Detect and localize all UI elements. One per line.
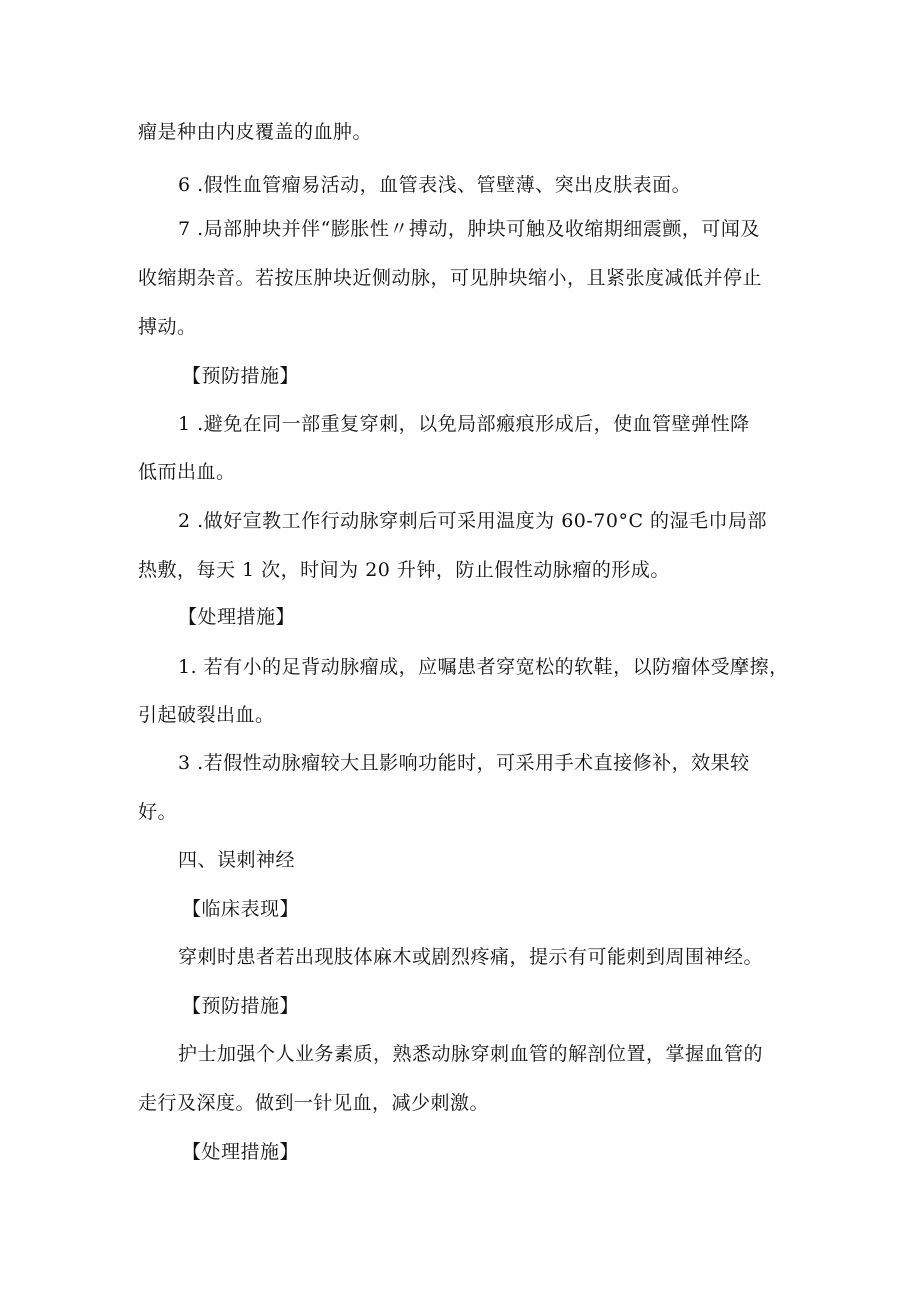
body-text-line: 护士加强个人业务素质，熟悉动脉穿刺血管的解剖位置，掌握血管的 xyxy=(178,1043,764,1065)
list-item-2: 2 .做好宣教工作行动脉穿刺后可采用温度为 60-70°C 的湿毛巾局部 xyxy=(178,510,768,532)
body-text-line: 走行及深度。做到一针见血，减少刺激。 xyxy=(138,1092,490,1114)
body-text-line: 收缩期杂音。若按压肿块近侧动脉，可见肿块缩小，且紧张度减低并停止 xyxy=(138,267,763,289)
body-text-line: 搏动。 xyxy=(138,316,197,338)
list-item-1: 1 .避免在同一部重复穿刺，以免局部瘢痕形成后，使血管壁弹性降 xyxy=(178,413,750,435)
body-text-line: 瘤是种由内皮覆盖的血肿。 xyxy=(138,121,373,143)
section-heading-prevention: 【预防措施】 xyxy=(182,365,300,387)
body-text-line: 热敷，每天 1 次，时间为 20 升钟，防止假性动脉瘤的形成。 xyxy=(138,559,670,581)
section-heading-treatment: 【处理措施】 xyxy=(178,606,296,628)
list-item-6: 6 .假性血管瘤易活动，血管表浅、管壁薄、突出皮肤表面。 xyxy=(178,174,692,196)
body-text-line: 低而出血。 xyxy=(138,461,236,483)
list-item-1: 1. 若有小的足背动脉瘤成，应嘱患者穿宽松的软鞋，以防瘤体受摩擦， xyxy=(178,656,789,678)
chapter-heading-nerve-puncture: 四、误刺神经 xyxy=(178,849,296,871)
body-text-line: 穿刺时患者若出现肢体麻木或剧烈疼痛，提示有可能刺到周围神经。 xyxy=(178,946,764,968)
body-text-line: 引起破裂出血。 xyxy=(138,704,275,726)
list-item-3: 3 .若假性动脉瘤较大且影响功能时，可采用手术直接修补，效果较 xyxy=(178,752,750,774)
section-heading-prevention: 【预防措施】 xyxy=(182,995,300,1017)
section-heading-clinical: 【临床表现】 xyxy=(182,898,300,920)
body-text-line: 好。 xyxy=(138,801,178,823)
section-heading-treatment: 【处理措施】 xyxy=(182,1141,300,1163)
list-item-7: 7 .局部肿块并伴“膨胀性〃搏动，肿块可触及收缩期细震颤，可闻及 xyxy=(178,218,760,240)
